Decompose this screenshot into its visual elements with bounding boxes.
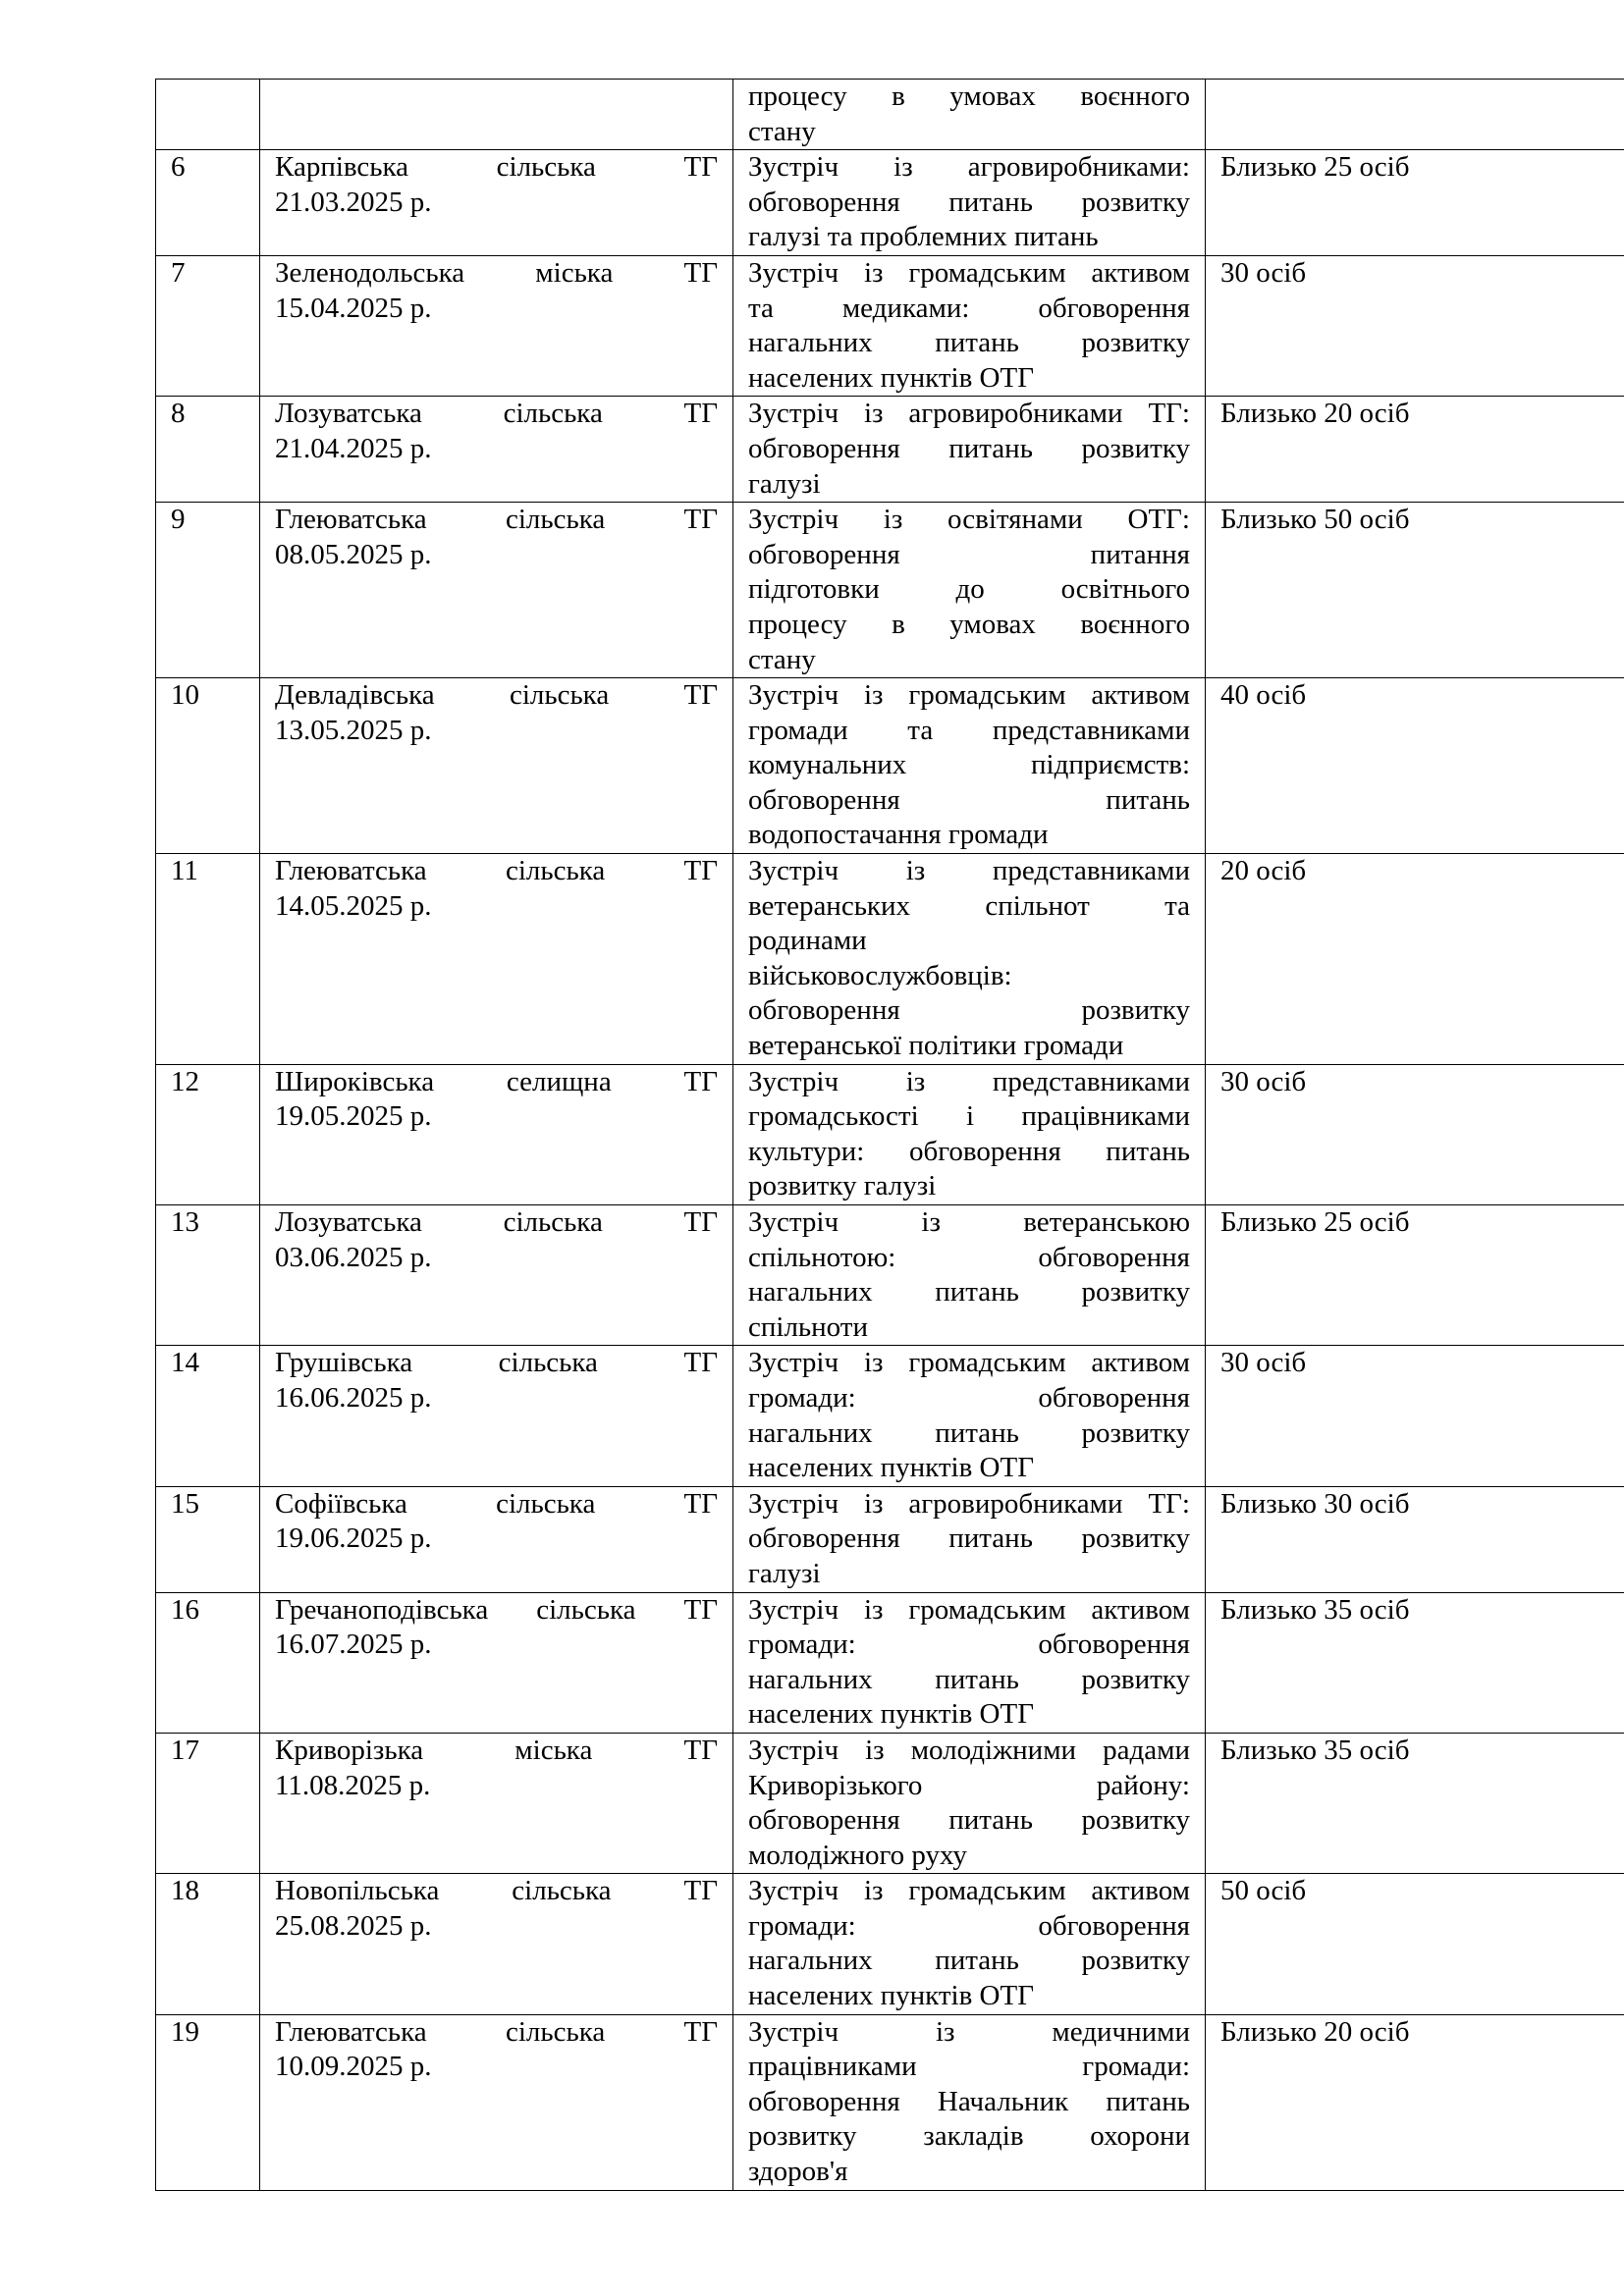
event-description-line: обговорення питань розвитку xyxy=(748,186,1190,218)
community-date-cell xyxy=(260,1064,733,1204)
community-name: Софіївська сільська ТГ xyxy=(275,1487,718,1520)
event-description-line: Зустріч із освітянами ОТГ: xyxy=(748,504,1190,536)
event-date: 03.06.2025 р. xyxy=(275,1241,432,1273)
row-number-cell: 11 xyxy=(156,854,260,1065)
event-description-line: спільнотою: обговорення xyxy=(748,1241,1190,1273)
event-description-line: стану xyxy=(748,115,816,147)
event-description-line: обговорення Начальник питань xyxy=(748,2085,1190,2117)
row-number-cell: 17 xyxy=(156,1733,260,1873)
event-description-line: нагальних питань розвитку xyxy=(748,1663,1190,1695)
row-number-cell: 16 xyxy=(156,1592,260,1733)
event-description-line: громадськості і працівниками xyxy=(748,1100,1190,1133)
table-row xyxy=(156,1205,1624,1346)
table-row xyxy=(156,678,1624,854)
event-description-line: обговорення питань розвитку xyxy=(748,432,1190,464)
table-row xyxy=(156,1592,1624,1733)
event-description-line: Зустріч із агровиробниками: xyxy=(748,151,1190,184)
event-description-line: обговорення питань розвитку xyxy=(748,1804,1190,1837)
event-description-cell xyxy=(733,1205,1206,1346)
event-description-cell xyxy=(733,255,1206,396)
participants-cell: 30 осіб xyxy=(1206,255,1624,396)
table-row xyxy=(156,1874,1624,2014)
event-description-line: та медиками: обговорення xyxy=(748,292,1190,324)
event-description-cell xyxy=(733,1733,1206,1873)
community-name: Гречаноподівська сільська ТГ xyxy=(275,1593,718,1626)
row-number-cell: 8 xyxy=(156,397,260,503)
community-date-cell xyxy=(260,1346,733,1486)
event-description-line: Зустріч із агровиробниками ТГ: xyxy=(748,398,1190,430)
event-date: 19.06.2025 р. xyxy=(275,1522,432,1555)
community-name: Новопільська сільська ТГ xyxy=(275,1875,718,1907)
community-date-cell xyxy=(260,397,733,503)
table-row xyxy=(156,80,1624,150)
community-date-cell xyxy=(260,1874,733,2014)
participants-cell xyxy=(1206,80,1624,150)
event-description-line: ветеранської політики громади xyxy=(748,1030,1124,1062)
event-date: 11.08.2025 р. xyxy=(275,1769,431,1801)
community-name: Карпівська сільська ТГ xyxy=(275,151,718,184)
participants-cell: Близько 35 осіб xyxy=(1206,1733,1624,1873)
community-date-cell xyxy=(260,1592,733,1733)
event-description-line: родинами xyxy=(748,925,867,957)
row-number-cell: 19 xyxy=(156,2014,260,2190)
event-description-line: обговорення розвитку xyxy=(748,994,1190,1027)
document-page xyxy=(155,79,1557,2191)
event-description-cell xyxy=(733,80,1206,150)
event-description-line: розвитку закладів охорони xyxy=(748,2120,1190,2153)
event-description-line: водопостачання громади xyxy=(748,819,1049,851)
event-description-cell xyxy=(733,1592,1206,1733)
participants-cell: 30 осіб xyxy=(1206,1346,1624,1486)
community-name: Глеюватська сільська ТГ xyxy=(275,855,718,887)
event-description-line: Зустріч із медичними xyxy=(748,2015,1190,2048)
event-date: 19.05.2025 р. xyxy=(275,1100,432,1133)
event-description-line: громади: обговорення xyxy=(748,1909,1190,1942)
event-description-cell xyxy=(733,1064,1206,1204)
event-description-line: нагальних питань розвитку xyxy=(748,1945,1190,1977)
table-row xyxy=(156,1486,1624,1592)
event-date: 08.05.2025 р. xyxy=(275,538,432,570)
table-row xyxy=(156,1733,1624,1873)
event-description-line: Зустріч із громадським активом xyxy=(748,1347,1190,1379)
event-description-line: комунальних підприємств: xyxy=(748,749,1190,781)
event-description-line: громади та представниками xyxy=(748,714,1190,746)
event-description-line: громади: обговорення xyxy=(748,1629,1190,1661)
community-date-cell xyxy=(260,80,733,150)
event-description-line: галузі xyxy=(748,467,821,500)
event-description-line: Зустріч із представниками xyxy=(748,1065,1190,1097)
events-table xyxy=(155,79,1624,2191)
event-description-line: Криворізького району: xyxy=(748,1769,1190,1801)
row-number-cell: 6 xyxy=(156,150,260,256)
row-number-cell: 18 xyxy=(156,1874,260,2014)
event-description-line: культури: обговорення питань xyxy=(748,1135,1190,1167)
event-description-line: стану xyxy=(748,643,816,675)
event-description-line: Зустріч із громадським активом xyxy=(748,1593,1190,1626)
event-description-line: нагальних питань розвитку xyxy=(748,327,1190,359)
event-description-line: населених пунктів ОТГ xyxy=(748,1698,1034,1731)
event-description-line: Зустріч із молодіжними радами xyxy=(748,1734,1190,1766)
event-date: 25.08.2025 р. xyxy=(275,1909,432,1942)
table-row xyxy=(156,2014,1624,2190)
community-name: Зеленодольська міська ТГ xyxy=(275,256,718,289)
participants-cell: Близько 30 осіб xyxy=(1206,1486,1624,1592)
event-description-line: спільноти xyxy=(748,1310,868,1343)
participants-cell: Близько 35 осіб xyxy=(1206,1592,1624,1733)
event-date: 14.05.2025 р. xyxy=(275,889,432,922)
community-date-cell xyxy=(260,255,733,396)
event-description-cell xyxy=(733,854,1206,1065)
event-date: 16.07.2025 р. xyxy=(275,1629,432,1661)
event-description-line: громади: обговорення xyxy=(748,1381,1190,1414)
participants-cell: 50 осіб xyxy=(1206,1874,1624,2014)
event-description-line: процесу в умовах воєнного xyxy=(748,80,1190,112)
community-name: Грушівська сільська ТГ xyxy=(275,1347,718,1379)
event-description-line: Зустріч із громадським активом xyxy=(748,1875,1190,1907)
event-date: 10.09.2025 р. xyxy=(275,2051,432,2083)
community-date-cell xyxy=(260,854,733,1065)
event-description-line: здоров'я xyxy=(748,2156,848,2188)
community-date-cell xyxy=(260,2014,733,2190)
community-name: Лозуватська сільська ТГ xyxy=(275,398,718,430)
community-name: Девладівська сільська ТГ xyxy=(275,679,718,712)
event-description-cell xyxy=(733,503,1206,678)
community-name: Криворізька міська ТГ xyxy=(275,1734,718,1766)
event-description-line: галузі xyxy=(748,1557,821,1589)
community-name: Широківська селищна ТГ xyxy=(275,1065,718,1097)
event-description-line: процесу в умовах воєнного xyxy=(748,608,1190,640)
event-date: 16.06.2025 р. xyxy=(275,1381,432,1414)
event-description-line: галузі та проблемних питань xyxy=(748,221,1099,253)
participants-cell: Близько 20 осіб xyxy=(1206,2014,1624,2190)
participants-cell: 30 осіб xyxy=(1206,1064,1624,1204)
event-description-line: підготовки до освітнього xyxy=(748,573,1190,606)
participants-cell: Близько 25 осіб xyxy=(1206,150,1624,256)
event-description-line: ветеранських спільнот та xyxy=(748,889,1190,922)
participants-cell: Близько 50 осіб xyxy=(1206,503,1624,678)
event-description-line: Зустріч із громадським активом xyxy=(748,679,1190,712)
event-description-cell xyxy=(733,1874,1206,2014)
community-date-cell xyxy=(260,1733,733,1873)
event-description-cell xyxy=(733,397,1206,503)
event-description-line: Зустріч із громадським активом xyxy=(748,256,1190,289)
event-description-line: працівниками громади: xyxy=(748,2051,1190,2083)
event-description-line: населених пунктів ОТГ xyxy=(748,361,1034,394)
community-date-cell xyxy=(260,503,733,678)
event-description-cell xyxy=(733,1346,1206,1486)
event-date: 21.04.2025 р. xyxy=(275,432,432,464)
community-date-cell xyxy=(260,1486,733,1592)
event-description-cell xyxy=(733,678,1206,854)
event-description-line: обговорення питання xyxy=(748,538,1190,570)
event-description-line: Зустріч із ветеранською xyxy=(748,1206,1190,1238)
event-description-cell xyxy=(733,150,1206,256)
table-row xyxy=(156,1346,1624,1486)
community-name: Лозуватська сільська ТГ xyxy=(275,1206,718,1238)
participants-cell: 20 осіб xyxy=(1206,854,1624,1065)
community-date-cell xyxy=(260,678,733,854)
event-description-line: розвитку галузі xyxy=(748,1170,937,1202)
event-description-line: нагальних питань розвитку xyxy=(748,1416,1190,1449)
row-number-cell: 9 xyxy=(156,503,260,678)
row-number-cell: 15 xyxy=(156,1486,260,1592)
event-description-cell xyxy=(733,1486,1206,1592)
row-number-cell: 12 xyxy=(156,1064,260,1204)
event-date: 21.03.2025 р. xyxy=(275,186,432,218)
table-row xyxy=(156,397,1624,503)
row-number-cell: 10 xyxy=(156,678,260,854)
event-description-cell xyxy=(733,2014,1206,2190)
table-row xyxy=(156,1064,1624,1204)
event-description-line: нагальних питань розвитку xyxy=(748,1276,1190,1308)
row-number-cell: 7 xyxy=(156,255,260,396)
row-number-cell xyxy=(156,80,260,150)
community-date-cell xyxy=(260,1205,733,1346)
event-description-line: військовослужбовців: xyxy=(748,959,1012,991)
row-number-cell: 13 xyxy=(156,1205,260,1346)
table-row xyxy=(156,503,1624,678)
event-description-line: молодіжного руху xyxy=(748,1839,967,1871)
event-description-line: населених пунктів ОТГ xyxy=(748,1980,1034,2012)
table-row xyxy=(156,854,1624,1065)
event-description-line: обговорення питань розвитку xyxy=(748,1522,1190,1555)
participants-cell: 40 осіб xyxy=(1206,678,1624,854)
event-date: 15.04.2025 р. xyxy=(275,292,432,324)
community-name: Глеюватська сільська ТГ xyxy=(275,2015,718,2048)
events-table-body xyxy=(156,80,1624,2191)
table-row xyxy=(156,150,1624,256)
row-number-cell: 14 xyxy=(156,1346,260,1486)
event-description-line: обговорення питань xyxy=(748,783,1190,816)
community-date-cell xyxy=(260,150,733,256)
event-description-line: населених пунктів ОТГ xyxy=(748,1452,1034,1484)
participants-cell: Близько 25 осіб xyxy=(1206,1205,1624,1346)
event-description-line: Зустріч із агровиробниками ТГ: xyxy=(748,1487,1190,1520)
participants-cell: Близько 20 осіб xyxy=(1206,397,1624,503)
community-name: Глеюватська сільська ТГ xyxy=(275,504,718,536)
table-row xyxy=(156,255,1624,396)
event-date: 13.05.2025 р. xyxy=(275,714,432,746)
event-description-line: Зустріч із представниками xyxy=(748,855,1190,887)
